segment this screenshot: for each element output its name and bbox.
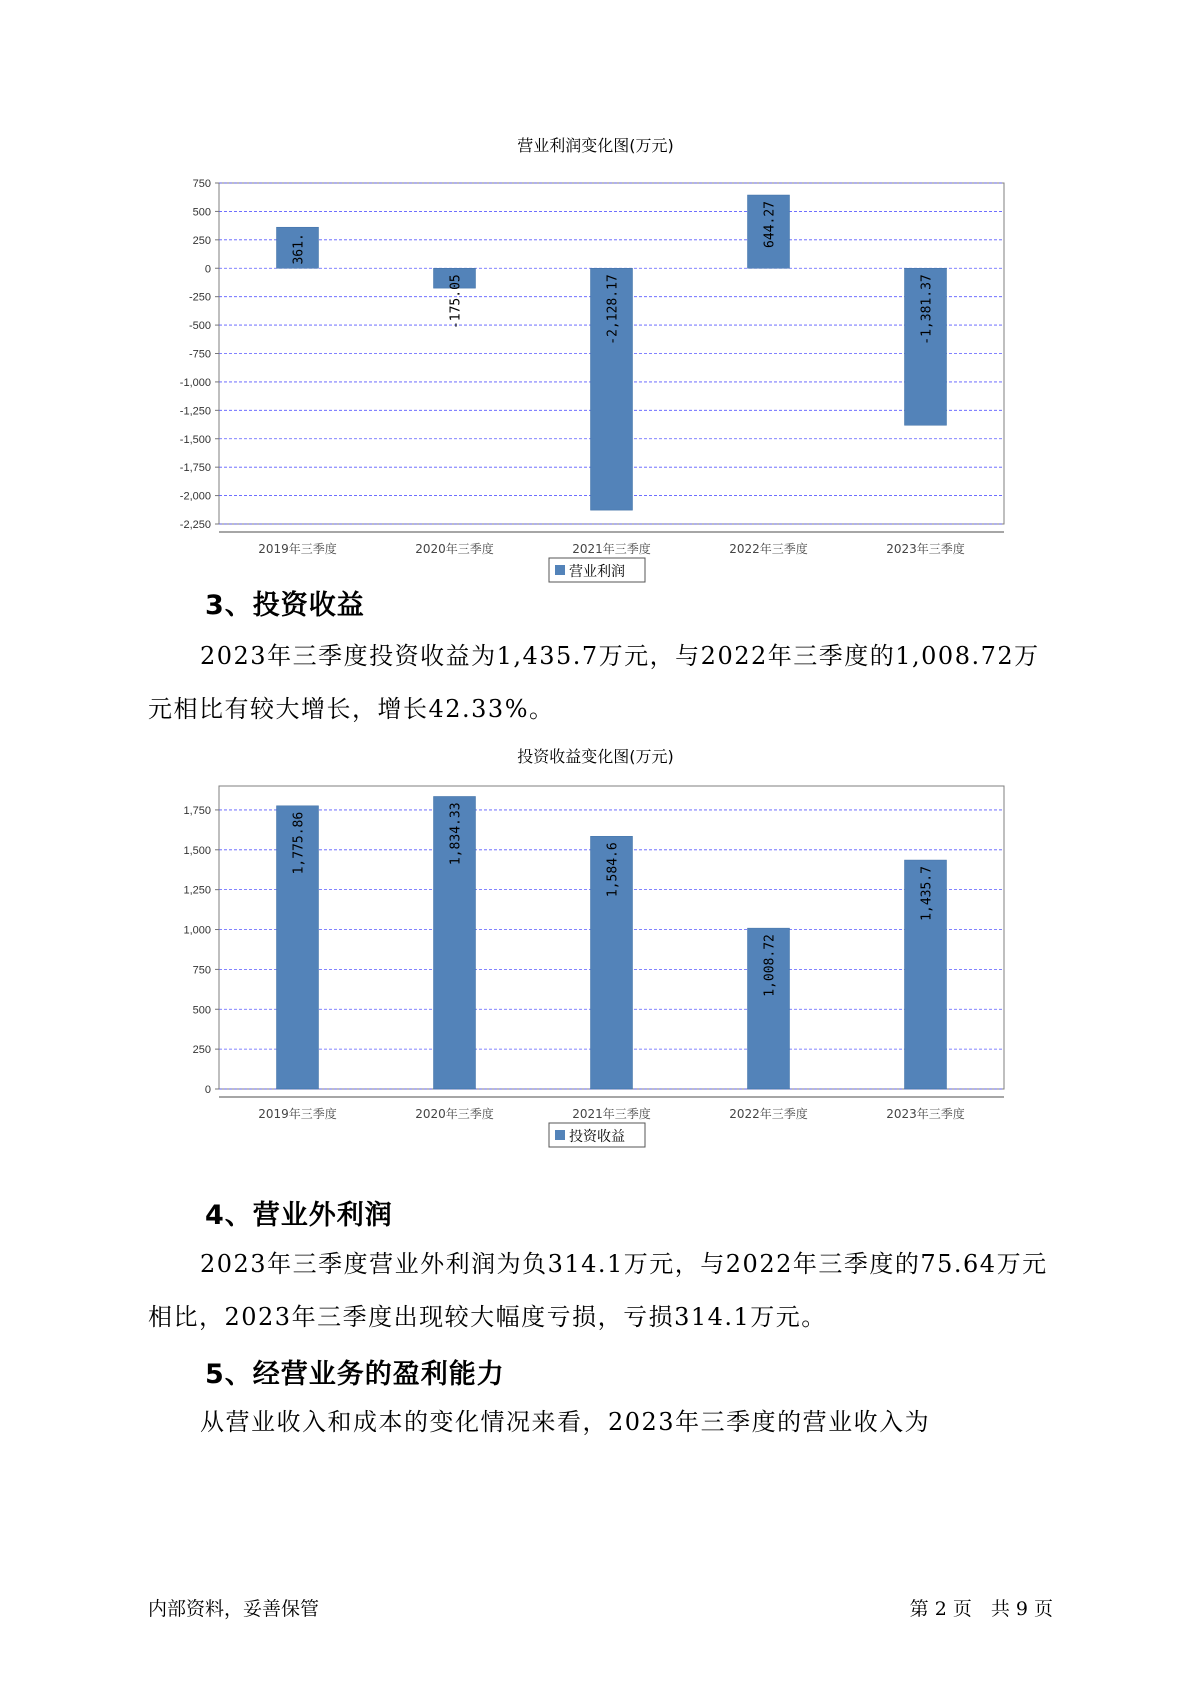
data-label: 644.27 (762, 201, 778, 248)
y-tick-label: -750 (188, 348, 211, 361)
y-tick-label: 0 (204, 263, 211, 276)
x-category-label: 2023年三季度 (886, 1107, 965, 1121)
data-label: -175.05 (448, 274, 464, 330)
data-label: -1,381.37 (919, 274, 935, 345)
investment-income-chart (0, 775, 1191, 1175)
y-tick-label: 750 (192, 964, 211, 977)
ability-paragraph: 从营业收入和成本的变化情况来看，2023年三季度的营业收入为 (200, 1408, 931, 1436)
y-tick-label: -1,250 (179, 405, 211, 418)
operating-profit-chart (0, 160, 1191, 600)
x-category-label: 2020年三季度 (415, 542, 494, 556)
y-tick-label: -500 (188, 320, 211, 333)
y-tick-label: 250 (192, 234, 211, 247)
y-tick-label: -2,000 (179, 490, 211, 503)
y-tick-label: -1,750 (179, 462, 211, 475)
chart2-title: 投资收益变化图(万元) (517, 747, 674, 766)
legend-label: 投资收益 (569, 1129, 625, 1145)
data-label: 1,775.86 (291, 811, 307, 875)
legend-swatch (555, 1130, 565, 1140)
y-tick-label: 1,000 (183, 924, 211, 937)
y-tick-label: -2,250 (179, 519, 211, 531)
y-tick-label: 1,250 (183, 884, 211, 897)
x-category-label: 2023年三季度 (886, 542, 965, 556)
y-tick-label: 1,500 (183, 844, 211, 857)
footer-page-number: 第 2 页 共 9 页 (909, 1598, 1053, 1620)
nonop-paragraph: 2023年三季度营业外利润为负314.1万元，与2022年三季度的75.64万元相比，2023年三季度出现较大幅度亏损，亏损314.1万元。 (148, 1250, 1048, 1331)
y-tick-label: 1,750 (183, 804, 211, 817)
invest-heading: 3、投资收益 (205, 590, 365, 621)
nonop-heading: 4、营业外利润 (205, 1200, 393, 1231)
x-category-label: 2022年三季度 (729, 542, 808, 556)
y-tick-label: 250 (192, 1044, 211, 1057)
x-category-label: 2022年三季度 (729, 1107, 808, 1121)
data-label: 361. (291, 233, 307, 265)
data-label: 1,584.6 (605, 842, 621, 898)
ability-heading: 5、经营业务的盈利能力 (205, 1359, 505, 1390)
legend-swatch (555, 565, 565, 575)
invest-paragraph: 2023年三季度投资收益为1,435.7万元，与2022年三季度的1,008.72万元相比有较大增长，增长42.33%。 (148, 642, 1040, 723)
y-tick-label: 0 (204, 1084, 211, 1096)
y-tick-label: -1,500 (179, 433, 211, 446)
y-tick-label: 750 (192, 178, 211, 190)
data-label: 1,834.33 (448, 802, 464, 866)
x-category-label: 2019年三季度 (258, 1107, 337, 1121)
footer-confidential: 内部资料，妥善保管 (148, 1598, 320, 1620)
data-label: -2,128.17 (605, 274, 621, 345)
data-label: 1,008.72 (762, 934, 778, 997)
y-tick-label: 500 (192, 206, 211, 219)
y-tick-label: 500 (192, 1004, 211, 1017)
chart1-title: 营业利润变化图(万元) (517, 136, 674, 155)
y-tick-label: -250 (188, 291, 211, 304)
legend-label: 营业利润 (569, 564, 625, 580)
data-label: 1,435.7 (919, 866, 935, 921)
y-tick-label: -1,000 (179, 376, 211, 389)
x-category-label: 2019年三季度 (258, 542, 337, 556)
x-category-label: 2020年三季度 (415, 1107, 494, 1121)
x-category-label: 2021年三季度 (572, 1107, 651, 1121)
x-category-label: 2021年三季度 (572, 542, 651, 556)
